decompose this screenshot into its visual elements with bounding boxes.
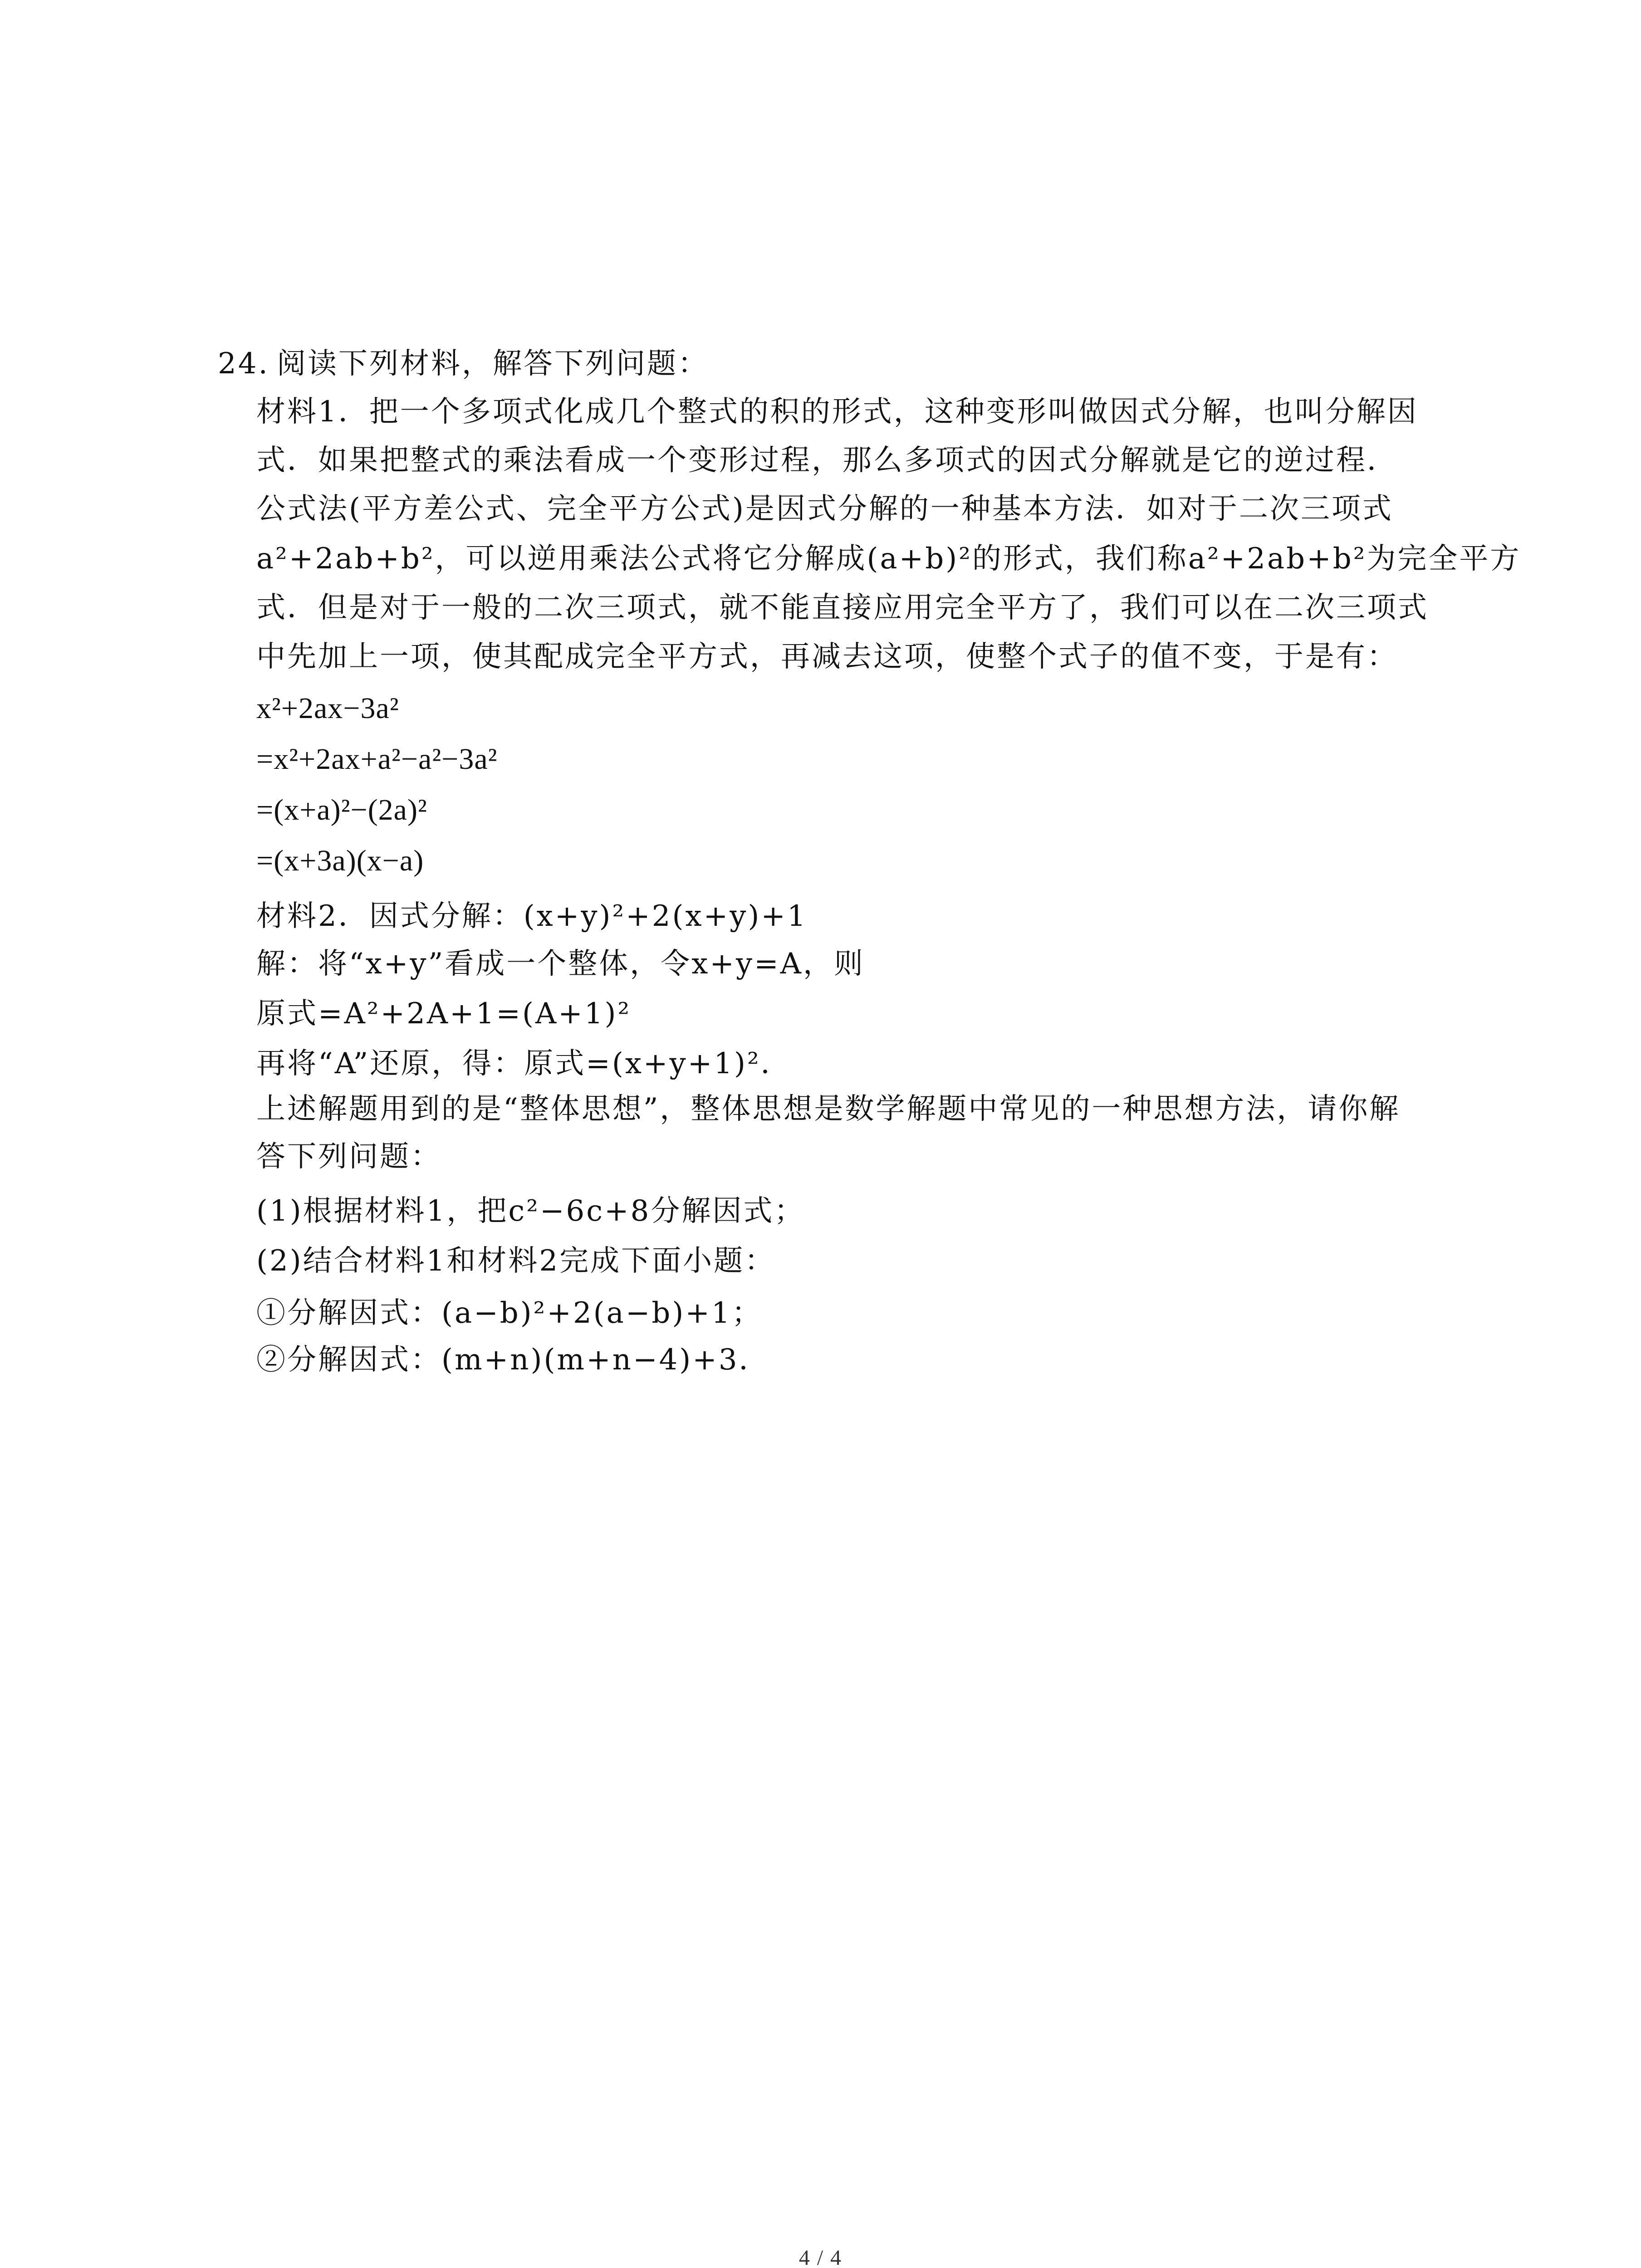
material2-line1: 材料2．因式分解：(x+y)²+2(x+y)+1 bbox=[256, 899, 808, 933]
material1-step2: =x²+2ax+a²−a²−3a² bbox=[256, 743, 498, 776]
summary-line1: 上述解题用到的是“整体思想”，整体思想是数学解题中常见的一种思想方法，请你解 bbox=[256, 1092, 1401, 1126]
summary-line2: 答下列问题： bbox=[256, 1140, 441, 1173]
material1-line4: a²+2ab+b²，可以逆用乘法公式将它分解成(a+b)²的形式，我们称a²+2ab+b²为完全平方 bbox=[256, 542, 1521, 576]
question-prompt: 阅读下列材料，解答下列问题： bbox=[277, 347, 709, 381]
material1-line2: 式．如果把整式的乘法看成一个变形过程，那么多项式的因式分解就是它的逆过程． bbox=[256, 444, 1398, 477]
material2-line2: 解：将“x+y”看成一个整体，令x+y=A，则 bbox=[256, 947, 865, 981]
material1-line3: 公式法(平方差公式、完全平方公式)是因式分解的一种基本方法．如对于二次三项式 bbox=[256, 492, 1393, 526]
material2-line4: 再将“A”还原，得：原式=(x+y+1)²． bbox=[256, 1047, 792, 1080]
material1-line6: 中先加上一项，使其配成完全平方式，再减去这项，使整个式子的值不变，于是有： bbox=[256, 640, 1398, 674]
material2-line3: 原式=A²+2A+1=(A+1)² bbox=[256, 997, 632, 1031]
material1-step1: x²+2ax−3a² bbox=[256, 692, 399, 725]
material1-step3: =(x+a)²−(2a)² bbox=[256, 793, 427, 826]
task-1: (1)根据材料1，把c²−6c+8分解因式； bbox=[256, 1194, 805, 1228]
task-2: (2)结合材料1和材料2完成下面小题： bbox=[256, 1244, 776, 1278]
task-2-sub-1: ①分解因式：(a−b)²+2(a−b)+1； bbox=[256, 1296, 763, 1330]
page-indicator: 4 / 4 bbox=[798, 2246, 843, 2268]
material1-line5: 式．但是对于一般的二次三项式，就不能直接应用完全平方了，我们可以在二次三项式 bbox=[256, 591, 1429, 625]
material1-step4: =(x+3a)(x−a) bbox=[256, 844, 424, 877]
question-number: 24. bbox=[218, 347, 269, 381]
task-2-sub-2: ②分解因式：(m+n)(m+n−4)+3． bbox=[256, 1343, 770, 1377]
material1-line1: 材料1．把一个多项式化成几个整式的积的形式，这种变形叫做因式分解，也叫分解因 bbox=[256, 395, 1418, 429]
